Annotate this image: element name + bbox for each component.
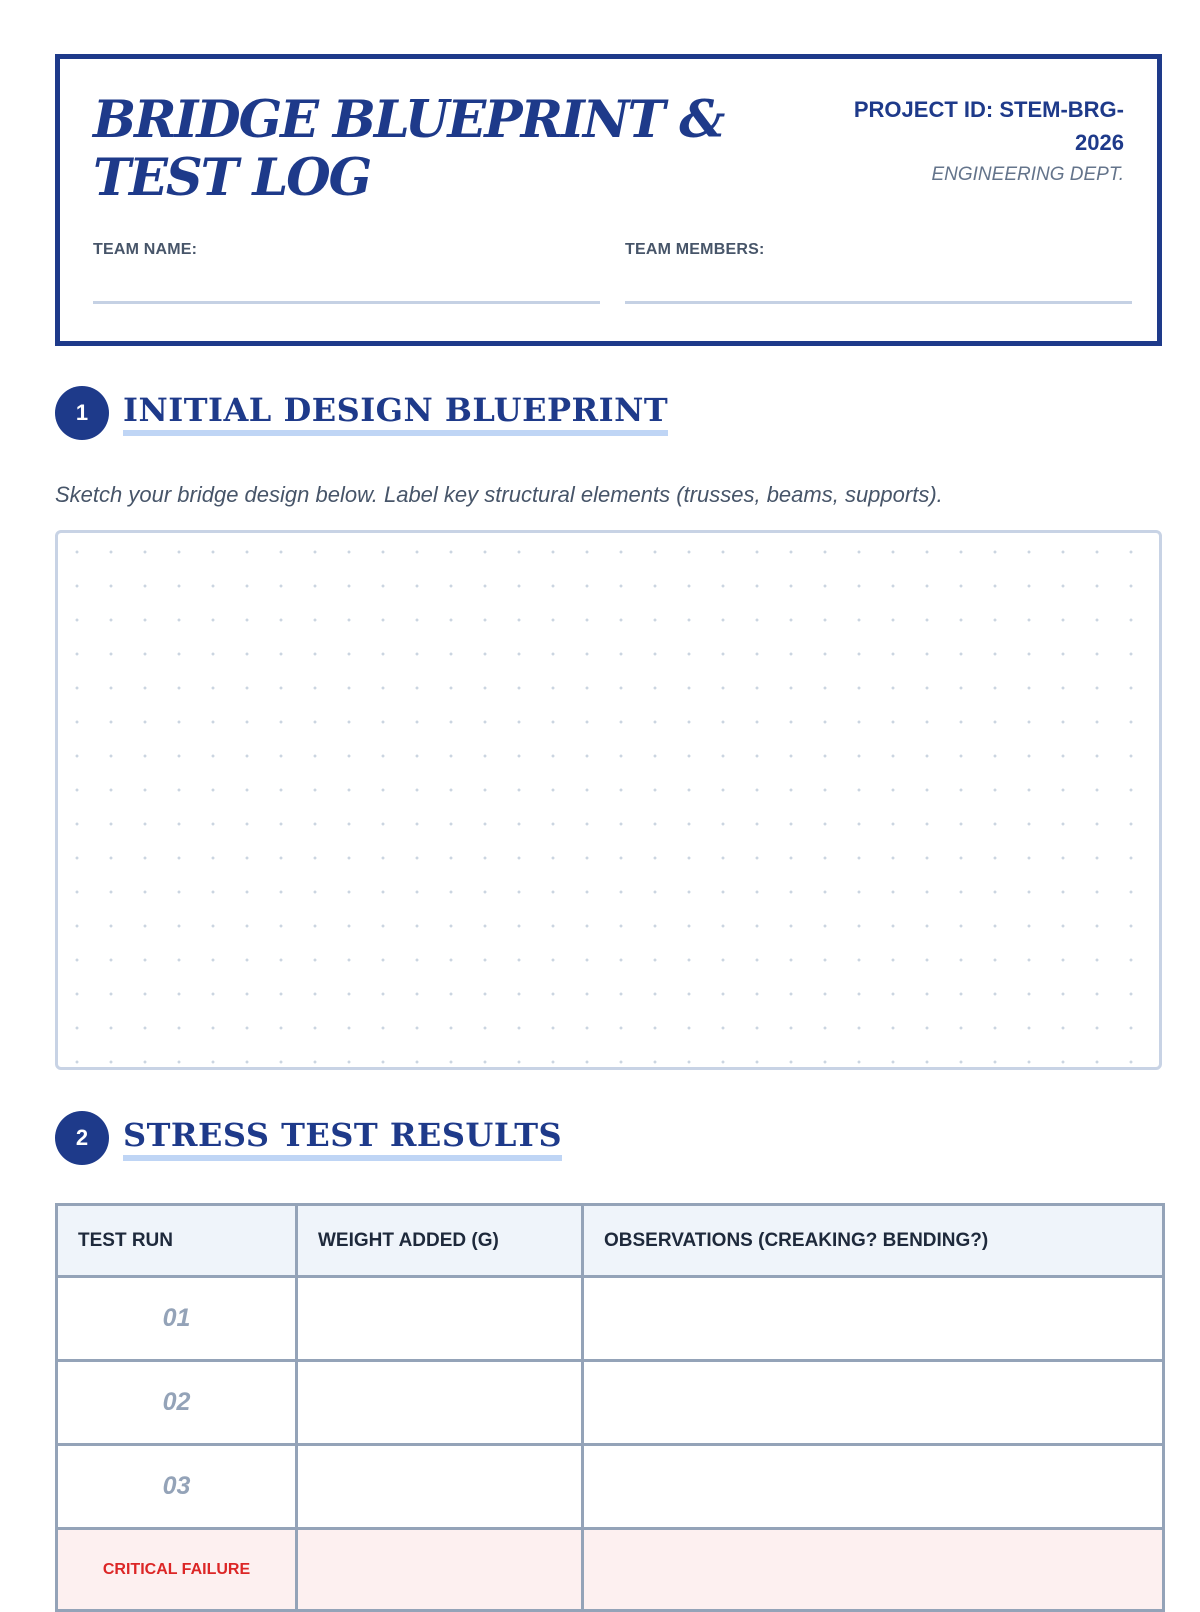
- header-box: [55, 54, 1162, 346]
- sketch-area[interactable]: [55, 530, 1162, 1070]
- column-header-observations: OBSERVATIONS (CREAKING? BENDING?): [583, 1205, 1164, 1277]
- department-label: ENGINEERING DEPT.: [931, 164, 1124, 185]
- observations-cell[interactable]: [583, 1277, 1164, 1361]
- sketch-instruction: Sketch your bridge design below. Label key structural elements (trusses, beams, supports).: [55, 482, 943, 507]
- failure-observations-cell[interactable]: [583, 1529, 1164, 1611]
- project-id: PROJECT ID: STEM-BRG-2026: [853, 97, 1124, 155]
- team-name-field: [93, 241, 600, 304]
- critical-failure-label: CRITICAL FAILURE: [57, 1529, 297, 1611]
- team-members-line[interactable]: [625, 301, 1132, 304]
- team-name-line[interactable]: [93, 301, 600, 304]
- weight-added-cell[interactable]: [297, 1361, 583, 1445]
- test-run-number: 03: [57, 1445, 297, 1529]
- worksheet-page: [55, 54, 1162, 1578]
- section-2-heading: [55, 1111, 562, 1165]
- column-header-weight-added: WEIGHT ADDED (G): [297, 1205, 583, 1277]
- section-2-title: STRESS TEST RESULTS: [123, 1115, 562, 1161]
- table-header-row: [57, 1205, 1164, 1277]
- section-1-heading: [55, 386, 668, 440]
- section-2-number-badge: 2: [55, 1111, 109, 1165]
- section-1-number-badge: 1: [55, 386, 109, 440]
- stress-test-table: [55, 1203, 1165, 1612]
- column-header-test-run: TEST RUN: [57, 1205, 297, 1277]
- table-row: [57, 1445, 1164, 1529]
- weight-added-cell[interactable]: [297, 1277, 583, 1361]
- failure-weight-cell[interactable]: [297, 1529, 583, 1611]
- observations-cell[interactable]: [583, 1361, 1164, 1445]
- observations-cell[interactable]: [583, 1445, 1164, 1529]
- table-row: [57, 1277, 1164, 1361]
- table-row: [57, 1361, 1164, 1445]
- project-info: [844, 93, 1124, 187]
- section-1-title: INITIAL DESIGN BLUEPRINT: [123, 390, 668, 436]
- page-title: BRIDGE BLUEPRINT & TEST LOG: [93, 90, 724, 208]
- critical-failure-row: [57, 1529, 1164, 1611]
- test-run-number: 02: [57, 1361, 297, 1445]
- team-name-label: TEAM NAME:: [93, 241, 198, 258]
- test-run-number: 01: [57, 1277, 297, 1361]
- team-members-label: TEAM MEMBERS:: [625, 241, 765, 258]
- weight-added-cell[interactable]: [297, 1445, 583, 1529]
- team-members-field: [625, 241, 1132, 304]
